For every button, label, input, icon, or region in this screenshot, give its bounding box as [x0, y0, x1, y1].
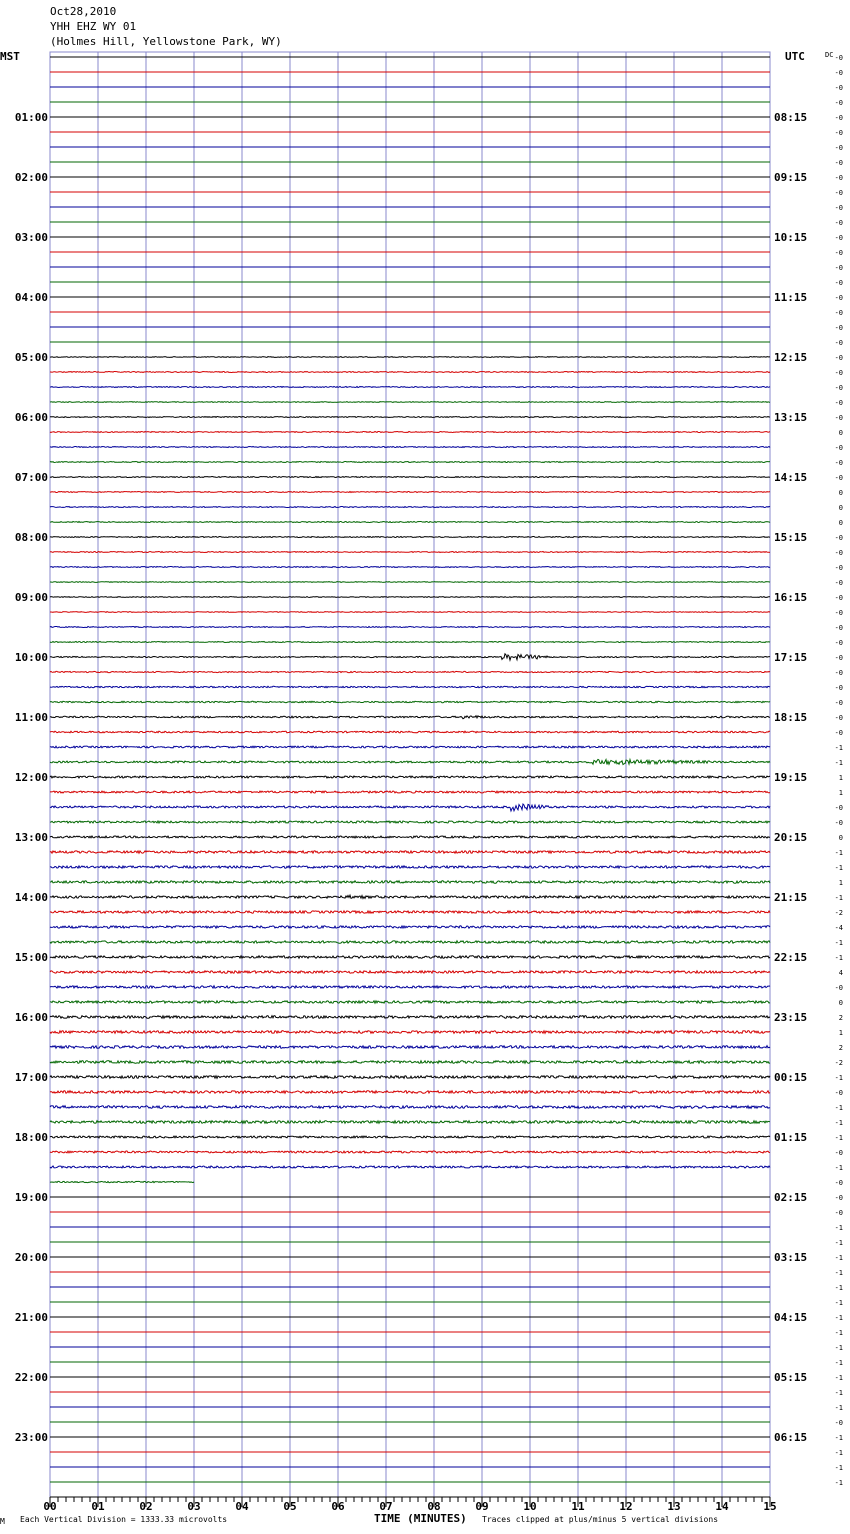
dc-offset-label: 1 — [838, 879, 843, 887]
trace-line — [50, 1151, 770, 1153]
dc-offset-label: -1 — [834, 1254, 843, 1262]
header-station: YHH EHZ WY 01 — [50, 20, 137, 33]
trace-line — [50, 716, 770, 719]
dc-offset-label: -0 — [834, 1149, 843, 1157]
hour-label-right: 18:15 — [774, 711, 808, 724]
plot-frame — [50, 52, 770, 1497]
trace-line — [50, 1106, 770, 1109]
dc-offset-label: -1 — [834, 1434, 843, 1442]
hour-label-left: 10:00 — [14, 651, 48, 664]
x-tick-label: 09 — [475, 1500, 489, 1513]
x-tick-label: 06 — [331, 1500, 345, 1513]
dc-offset-label: -1 — [834, 1119, 843, 1127]
hour-label-right: 00:15 — [774, 1071, 808, 1084]
dc-offset-label: -1 — [834, 1284, 843, 1292]
dc-offset-label: -1 — [834, 759, 843, 767]
dc-offset-label: -0 — [834, 639, 843, 647]
hour-label-right: 15:15 — [774, 531, 808, 544]
dc-offset-label: -0 — [834, 114, 843, 122]
dc-offset-label: -1 — [834, 1164, 843, 1172]
dc-offset-label: -1 — [834, 1104, 843, 1112]
trace-line — [50, 911, 770, 913]
hour-label-right: 05:15 — [774, 1371, 808, 1384]
x-tick-label: 04 — [235, 1500, 249, 1513]
trace-line — [50, 1181, 194, 1182]
scale-note: Each Vertical Division = 1333.33 microvolts — [20, 1515, 228, 1524]
x-tick-label: 05 — [283, 1500, 297, 1513]
trace-line — [50, 851, 770, 853]
trace-line — [50, 671, 770, 672]
dc-offset-label: -0 — [834, 804, 843, 812]
trace-line — [50, 759, 770, 764]
hour-label-right: 20:15 — [774, 831, 808, 844]
trace-line — [50, 1031, 770, 1034]
dc-offset-label: 0 — [838, 519, 843, 527]
trace-line — [50, 654, 770, 660]
trace-line — [50, 1061, 770, 1064]
dc-offset-label: -0 — [834, 819, 843, 827]
dc-offset-label: -0 — [834, 1419, 843, 1427]
trace-line — [50, 1166, 770, 1168]
dc-offset-label: -0 — [834, 714, 843, 722]
hour-label-left: 08:00 — [14, 531, 48, 544]
trace-line — [50, 507, 770, 508]
x-tick-label: 00 — [43, 1500, 57, 1513]
trace-line — [50, 986, 770, 988]
dc-offset-label: -1 — [834, 1314, 843, 1322]
dc-offset-label: -0 — [834, 369, 843, 377]
dc-offset-label: 0 — [838, 999, 843, 1007]
trace-line — [50, 642, 770, 643]
dc-offset-label: -1 — [834, 1389, 843, 1397]
dc-offset-label: -0 — [834, 654, 843, 662]
dc-offset-label: -0 — [834, 444, 843, 452]
dc-offset-label: -0 — [834, 129, 843, 137]
trace-line — [50, 821, 770, 823]
hour-label-right: 22:15 — [774, 951, 808, 964]
right-timezone-label: UTC — [785, 50, 805, 63]
x-axis-title: TIME (MINUTES) — [374, 1512, 467, 1525]
hour-label-left: 11:00 — [14, 711, 48, 724]
dc-label: DC — [825, 51, 834, 59]
dc-offset-label: -0 — [834, 399, 843, 407]
hour-label-right: 16:15 — [774, 591, 808, 604]
hour-label-left: 09:00 — [14, 591, 48, 604]
dc-offset-label: -1 — [834, 1344, 843, 1352]
x-tick-label: 12 — [619, 1500, 633, 1513]
grid-layer — [50, 52, 770, 1507]
dc-offset-label: -0 — [834, 234, 843, 242]
dc-offset-label: -0 — [834, 84, 843, 92]
trace-line — [50, 1076, 770, 1079]
hour-label-left: 02:00 — [14, 171, 48, 184]
dc-offset-label: 0 — [838, 489, 843, 497]
dc-offset-label: -0 — [834, 984, 843, 992]
dc-offset-label: 4 — [838, 969, 843, 977]
hour-label-left: 22:00 — [14, 1371, 48, 1384]
trace-line — [50, 522, 770, 523]
dc-offset-label: -1 — [834, 894, 843, 902]
trace-line — [50, 1091, 770, 1094]
hour-label-right: 03:15 — [774, 1251, 808, 1264]
dc-offset-label: -0 — [834, 294, 843, 302]
trace-line — [50, 1121, 770, 1124]
x-tick-label: 15 — [763, 1500, 777, 1513]
trace-line — [50, 881, 770, 883]
trace-line — [50, 926, 770, 928]
dc-offset-label: -1 — [834, 864, 843, 872]
hour-label-right: 11:15 — [774, 291, 808, 304]
hour-label-right: 12:15 — [774, 351, 808, 364]
hour-label-right: 13:15 — [774, 411, 808, 424]
trace-line — [50, 612, 770, 613]
trace-line — [50, 552, 770, 553]
dc-offset-label: 1 — [838, 1029, 843, 1037]
header-date: Oct28,2010 — [50, 5, 117, 18]
dc-offset-label: -0 — [834, 534, 843, 542]
hour-label-left: 05:00 — [14, 351, 48, 364]
x-tick-label: 10 — [523, 1500, 537, 1513]
hour-label-right: 19:15 — [774, 771, 808, 784]
hour-label-left: 07:00 — [14, 471, 48, 484]
dc-offset-label: 1 — [838, 789, 843, 797]
corner-mark: M — [0, 1517, 5, 1526]
trace-line — [50, 776, 770, 778]
trace-line — [50, 971, 770, 973]
trace-line — [50, 731, 770, 733]
dc-offset-label: -0 — [834, 564, 843, 572]
trace-line — [50, 402, 770, 403]
clip-note: Traces clipped at plus/minus 5 vertical divisions — [482, 1515, 719, 1524]
trace-line — [50, 372, 770, 373]
dc-offset-label: -0 — [834, 99, 843, 107]
left-timezone-label: MST — [0, 50, 20, 63]
trace-line — [50, 417, 770, 418]
dc-offset-label: -0 — [834, 219, 843, 227]
trace-layer — [50, 57, 770, 1482]
hour-label-right: 04:15 — [774, 1311, 808, 1324]
header-location: (Holmes Hill, Yellowstone Park, WY) — [50, 35, 282, 48]
dc-offset-label: -0 — [834, 609, 843, 617]
x-tick-label: 14 — [715, 1500, 729, 1513]
dc-offset-label: -1 — [834, 1134, 843, 1142]
dc-offset-label: -1 — [834, 1404, 843, 1412]
hour-label-left: 06:00 — [14, 411, 48, 424]
hour-label-left: 03:00 — [14, 231, 48, 244]
trace-line — [50, 956, 770, 958]
x-tick-label: 03 — [187, 1500, 201, 1513]
dc-offset-label: -0 — [834, 324, 843, 332]
dc-offset-label: -4 — [834, 924, 843, 932]
hour-label-left: 17:00 — [14, 1071, 48, 1084]
trace-line — [50, 804, 770, 811]
dc-offset-label: -0 — [834, 1089, 843, 1097]
hour-label-left: 12:00 — [14, 771, 48, 784]
hour-label-left: 01:00 — [14, 111, 48, 124]
trace-line — [50, 1001, 770, 1003]
dc-offset-label: -0 — [834, 309, 843, 317]
trace-line — [50, 895, 770, 898]
trace-line — [50, 941, 770, 943]
dc-offset-label: 0 — [838, 504, 843, 512]
hour-label-left: 19:00 — [14, 1191, 48, 1204]
trace-line — [50, 432, 770, 433]
dc-offset-label: 0 — [838, 834, 843, 842]
x-tick-label: 02 — [139, 1500, 153, 1513]
dc-offset-label: -0 — [834, 414, 843, 422]
trace-line — [50, 597, 770, 598]
dc-offset-label: -1 — [834, 1464, 843, 1472]
dc-offset-label: -0 — [834, 579, 843, 587]
hour-label-right: 21:15 — [774, 891, 808, 904]
trace-line — [50, 1136, 770, 1138]
x-tick-label: 07 — [379, 1500, 393, 1513]
dc-offset-label: -0 — [834, 699, 843, 707]
hour-label-left: 13:00 — [14, 831, 48, 844]
dc-offset-label: 1 — [838, 774, 843, 782]
dc-offset-label: -0 — [834, 69, 843, 77]
hour-label-right: 09:15 — [774, 171, 808, 184]
dc-offset-label: 0 — [838, 429, 843, 437]
trace-line — [50, 462, 770, 463]
dc-offset-label: 2 — [838, 1014, 843, 1022]
trace-line — [50, 1016, 770, 1019]
dc-offset-label: -0 — [834, 354, 843, 362]
trace-line — [50, 537, 770, 538]
dc-offset-label: -0 — [834, 339, 843, 347]
trace-line — [50, 582, 770, 583]
hour-label-right: 17:15 — [774, 651, 808, 664]
dc-offset-label: -0 — [834, 549, 843, 557]
dc-offset-label: -2 — [834, 909, 843, 917]
trace-line — [50, 447, 770, 448]
dc-offset-label: -0 — [834, 159, 843, 167]
dc-offset-label: -1 — [834, 1479, 843, 1487]
label-layer — [15, 51, 843, 1513]
dc-offset-label: -1 — [834, 1269, 843, 1277]
dc-offset-label: -0 — [834, 204, 843, 212]
dc-offset-label: -2 — [834, 1059, 843, 1067]
dc-offset-label: -1 — [834, 1374, 843, 1382]
hour-label-right: 06:15 — [774, 1431, 808, 1444]
trace-line — [50, 627, 770, 628]
trace-line — [50, 1046, 770, 1049]
x-tick-label: 01 — [91, 1500, 105, 1513]
dc-offset-label: -1 — [834, 1329, 843, 1337]
hour-label-left: 04:00 — [14, 291, 48, 304]
dc-offset-label: -0 — [834, 189, 843, 197]
dc-offset-label: -0 — [834, 384, 843, 392]
dc-offset-label: -0 — [834, 1209, 843, 1217]
dc-offset-label: -1 — [834, 1449, 843, 1457]
dc-offset-label: -0 — [834, 174, 843, 182]
dc-offset-label: -1 — [834, 1299, 843, 1307]
dc-offset-label: -0 — [834, 669, 843, 677]
dc-offset-label: -0 — [834, 144, 843, 152]
dc-offset-label: -1 — [834, 1224, 843, 1232]
dc-offset-label: -0 — [834, 594, 843, 602]
x-tick-label: 11 — [571, 1500, 585, 1513]
dc-offset-label: -1 — [834, 1239, 843, 1247]
hour-label-right: 23:15 — [774, 1011, 808, 1024]
hour-label-right: 02:15 — [774, 1191, 808, 1204]
dc-offset-label: -0 — [834, 1194, 843, 1202]
dc-offset-label: -1 — [834, 1359, 843, 1367]
dc-offset-label: -1 — [834, 744, 843, 752]
dc-offset-label: -0 — [834, 474, 843, 482]
dc-offset-label: -1 — [834, 849, 843, 857]
trace-line — [50, 492, 770, 493]
trace-line — [50, 791, 770, 793]
hour-label-left: 18:00 — [14, 1131, 48, 1144]
trace-line — [50, 567, 770, 568]
trace-line — [50, 701, 770, 702]
hour-label-left: 21:00 — [14, 1311, 48, 1324]
trace-line — [50, 477, 770, 478]
dc-offset-label: -0 — [834, 684, 843, 692]
dc-offset-label: 2 — [838, 1044, 843, 1052]
hour-label-left: 20:00 — [14, 1251, 48, 1264]
dc-offset-label: -0 — [834, 249, 843, 257]
trace-line — [50, 866, 770, 868]
dc-offset-label: -0 — [834, 729, 843, 737]
hour-label-right: 01:15 — [774, 1131, 808, 1144]
dc-offset-label: -0 — [834, 279, 843, 287]
dc-offset-label: -0 — [834, 624, 843, 632]
trace-line — [50, 357, 770, 358]
dc-offset-label: -1 — [834, 939, 843, 947]
dc-offset-label: -1 — [834, 1074, 843, 1082]
hour-label-right: 14:15 — [774, 471, 808, 484]
trace-line — [50, 686, 770, 687]
dc-offset-label: -0 — [834, 264, 843, 272]
hour-label-left: 14:00 — [14, 891, 48, 904]
hour-label-left: 23:00 — [14, 1431, 48, 1444]
trace-line — [50, 836, 770, 838]
x-tick-label: 13 — [667, 1500, 681, 1513]
hour-label-right: 10:15 — [774, 231, 808, 244]
dc-offset-label: -1 — [834, 954, 843, 962]
hour-label-left: 15:00 — [14, 951, 48, 964]
dc-offset-label: -0 — [834, 1179, 843, 1187]
hour-label-left: 16:00 — [14, 1011, 48, 1024]
dc-offset-label: -0 — [834, 54, 843, 62]
trace-line — [50, 746, 770, 748]
hour-label-right: 08:15 — [774, 111, 808, 124]
trace-line — [50, 387, 770, 388]
x-tick-label: 08 — [427, 1500, 441, 1513]
dc-offset-label: -0 — [834, 459, 843, 467]
